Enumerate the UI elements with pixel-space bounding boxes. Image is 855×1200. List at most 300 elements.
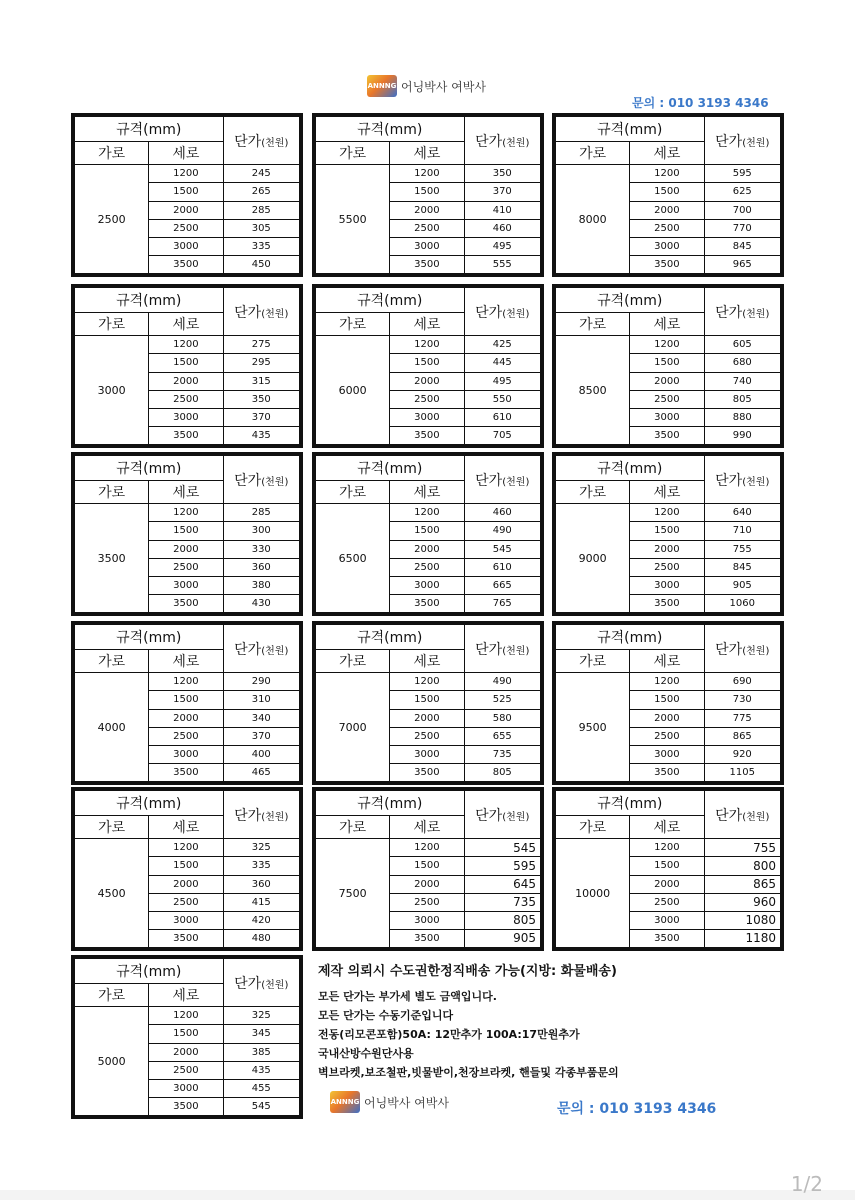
- price-grid: [74, 624, 300, 782]
- price-unit: (천원): [261, 979, 289, 991]
- spec-header: 규격(mm): [316, 625, 465, 650]
- price-value: 865: [704, 875, 781, 893]
- price-table: [312, 621, 544, 785]
- price-grid: [315, 116, 541, 274]
- price-value: 350: [464, 165, 541, 183]
- price-value: 1080: [704, 911, 781, 929]
- height-value: 1500: [149, 1025, 223, 1043]
- price-value: 775: [704, 709, 781, 727]
- width-value: 6500: [316, 504, 390, 613]
- height-header: 세로: [149, 984, 223, 1007]
- price-value: 435: [223, 1061, 300, 1079]
- price-value: 610: [464, 558, 541, 576]
- height-value: 1200: [630, 165, 704, 183]
- height-value: 2500: [149, 727, 223, 745]
- price-value: 645: [464, 875, 541, 893]
- width-value: 2500: [75, 165, 149, 274]
- price-value: 445: [464, 354, 541, 372]
- width-value: 8500: [556, 336, 630, 445]
- height-value: 2000: [149, 372, 223, 390]
- table-row: [556, 165, 781, 183]
- price-value: 275: [223, 336, 300, 354]
- price-value: 605: [704, 336, 781, 354]
- price-value: 755: [704, 839, 781, 857]
- height-value: 3000: [390, 911, 464, 929]
- width-value: 7000: [316, 673, 390, 782]
- price-value: 490: [464, 522, 541, 540]
- price-value: 665: [464, 576, 541, 594]
- height-value: 1200: [149, 165, 223, 183]
- price-value: 555: [464, 255, 541, 273]
- height-value: 1500: [630, 691, 704, 709]
- price-table: [71, 284, 303, 448]
- width-value: 9000: [556, 504, 630, 613]
- price-value: 965: [704, 255, 781, 273]
- price-value: 385: [223, 1043, 300, 1061]
- price-value: 465: [223, 763, 300, 781]
- width-header: 가로: [556, 142, 630, 165]
- table-row: [316, 504, 541, 522]
- height-value: 3500: [390, 594, 464, 612]
- height-header: 세로: [149, 313, 223, 336]
- price-unit: (천원): [502, 811, 530, 823]
- price-unit: (천원): [261, 476, 289, 488]
- price-label: 단가: [234, 133, 262, 150]
- height-value: 3500: [149, 426, 223, 444]
- table-row: [556, 336, 781, 354]
- width-header: 가로: [75, 650, 149, 673]
- price-label: 단가: [475, 472, 503, 489]
- price-value: 450: [223, 255, 300, 273]
- table-row: [316, 839, 541, 857]
- height-value: 1200: [630, 504, 704, 522]
- height-value: 2500: [630, 893, 704, 911]
- height-value: 1500: [390, 522, 464, 540]
- width-header: 가로: [556, 313, 630, 336]
- price-label: 단가: [475, 641, 503, 658]
- price-table: [71, 452, 303, 616]
- price-value: 880: [704, 408, 781, 426]
- height-value: 1200: [630, 336, 704, 354]
- price-value: 740: [704, 372, 781, 390]
- price-value: 595: [464, 857, 541, 875]
- height-header: 세로: [149, 816, 223, 839]
- price-value: 735: [464, 745, 541, 763]
- width-header: 가로: [556, 481, 630, 504]
- price-value: 705: [464, 426, 541, 444]
- width-header: 가로: [316, 142, 390, 165]
- height-value: 1500: [149, 857, 223, 875]
- price-header: [464, 288, 541, 336]
- height-value: 1500: [149, 354, 223, 372]
- price-value: 325: [223, 839, 300, 857]
- height-value: 2000: [630, 709, 704, 727]
- note-manual: 모든 단가는 수동기준입니다: [318, 1009, 454, 1022]
- price-label: 단가: [475, 133, 503, 150]
- height-value: 1500: [390, 354, 464, 372]
- price-header: [704, 288, 781, 336]
- price-value: 435: [223, 426, 300, 444]
- table-row: [75, 165, 300, 183]
- width-value: 9500: [556, 673, 630, 782]
- height-value: 3500: [630, 255, 704, 273]
- height-value: 1500: [390, 691, 464, 709]
- height-value: 3000: [149, 1079, 223, 1097]
- price-value: 425: [464, 336, 541, 354]
- table-row: [316, 336, 541, 354]
- price-grid: [74, 958, 300, 1116]
- price-header: [464, 625, 541, 673]
- width-value: 5500: [316, 165, 390, 274]
- width-value: 10000: [556, 839, 630, 948]
- price-grid: [74, 287, 300, 445]
- price-value: 285: [223, 504, 300, 522]
- price-value: 330: [223, 540, 300, 558]
- price-header: [223, 625, 300, 673]
- height-value: 2500: [630, 219, 704, 237]
- price-grid: [555, 455, 781, 613]
- height-value: 1200: [149, 673, 223, 691]
- price-grid: [74, 455, 300, 613]
- price-table: [71, 621, 303, 785]
- price-value: 770: [704, 219, 781, 237]
- table-row: [75, 336, 300, 354]
- height-value: 3000: [149, 576, 223, 594]
- price-value: 625: [704, 183, 781, 201]
- height-value: 2500: [149, 893, 223, 911]
- price-grid: [555, 790, 781, 948]
- price-value: 865: [704, 727, 781, 745]
- price-label: 단가: [234, 807, 262, 824]
- price-value: 545: [223, 1097, 300, 1115]
- height-value: 2000: [390, 540, 464, 558]
- price-value: 430: [223, 594, 300, 612]
- price-value: 805: [464, 763, 541, 781]
- price-label: 단가: [234, 472, 262, 489]
- price-value: 370: [464, 183, 541, 201]
- spec-header: 규격(mm): [75, 791, 224, 816]
- price-label: 단가: [475, 304, 503, 321]
- price-value: 245: [223, 165, 300, 183]
- width-header: 가로: [556, 650, 630, 673]
- price-grid: [74, 790, 300, 948]
- price-value: 640: [704, 504, 781, 522]
- height-value: 1200: [149, 839, 223, 857]
- price-header: [704, 456, 781, 504]
- height-value: 2500: [630, 558, 704, 576]
- note-fabric: 국내산방수원단사용: [318, 1047, 414, 1060]
- price-unit: (천원): [261, 137, 289, 149]
- price-value: 415: [223, 893, 300, 911]
- price-label: 단가: [234, 641, 262, 658]
- price-value: 350: [223, 390, 300, 408]
- height-value: 1200: [390, 839, 464, 857]
- price-value: 360: [223, 875, 300, 893]
- price-value: 550: [464, 390, 541, 408]
- height-value: 2500: [390, 893, 464, 911]
- price-unit: (천원): [742, 645, 770, 657]
- height-value: 3000: [390, 745, 464, 763]
- height-header: 세로: [390, 142, 464, 165]
- height-value: 3500: [149, 255, 223, 273]
- height-value: 2500: [630, 390, 704, 408]
- contact-phone: 문의 : 010 3193 4346: [632, 96, 769, 110]
- height-value: 1200: [630, 673, 704, 691]
- height-value: 1500: [390, 183, 464, 201]
- height-value: 2500: [149, 558, 223, 576]
- width-header: 가로: [316, 313, 390, 336]
- price-value: 340: [223, 709, 300, 727]
- price-value: 315: [223, 372, 300, 390]
- width-header: 가로: [316, 650, 390, 673]
- price-grid: [74, 116, 300, 274]
- height-value: 1500: [149, 691, 223, 709]
- table-row: [75, 1007, 300, 1025]
- height-value: 2500: [149, 1061, 223, 1079]
- price-unit: (천원): [742, 476, 770, 488]
- price-value: 325: [223, 1007, 300, 1025]
- height-value: 2000: [390, 201, 464, 219]
- spec-header: 규격(mm): [316, 288, 465, 313]
- price-value: 735: [464, 893, 541, 911]
- price-table: [71, 787, 303, 951]
- table-row: [75, 673, 300, 691]
- height-header: 세로: [149, 142, 223, 165]
- spec-header: 규격(mm): [75, 959, 224, 984]
- height-value: 2000: [630, 875, 704, 893]
- height-value: 3000: [390, 576, 464, 594]
- height-value: 3000: [630, 408, 704, 426]
- price-header: [223, 117, 300, 165]
- price-value: 305: [223, 219, 300, 237]
- price-grid: [315, 624, 541, 782]
- width-header: 가로: [75, 142, 149, 165]
- price-label: 단가: [715, 641, 743, 658]
- height-value: 1200: [149, 336, 223, 354]
- spec-header: 규격(mm): [316, 791, 465, 816]
- height-value: 2000: [630, 201, 704, 219]
- width-value: 3000: [75, 336, 149, 445]
- table-row: [556, 673, 781, 691]
- height-header: 세로: [630, 816, 704, 839]
- spec-header: 규격(mm): [75, 117, 224, 142]
- height-value: 2500: [149, 390, 223, 408]
- width-header: 가로: [316, 481, 390, 504]
- price-header: [223, 288, 300, 336]
- price-value: 680: [704, 354, 781, 372]
- price-value: 920: [704, 745, 781, 763]
- price-value: 400: [223, 745, 300, 763]
- price-value: 460: [464, 504, 541, 522]
- price-value: 335: [223, 237, 300, 255]
- note-vat: 모든 단가는 부가세 별도 금액입니다.: [318, 990, 497, 1003]
- price-value: 300: [223, 522, 300, 540]
- footer-logo: [330, 1091, 449, 1113]
- price-value: 1180: [704, 929, 781, 947]
- price-header: [223, 456, 300, 504]
- height-value: 3000: [630, 237, 704, 255]
- price-table: [312, 284, 544, 448]
- price-value: 265: [223, 183, 300, 201]
- height-value: 1500: [149, 183, 223, 201]
- height-value: 3000: [630, 576, 704, 594]
- price-value: 360: [223, 558, 300, 576]
- note-delivery: 제작 의뢰시 수도권한정직배송 가능(지방: 화물배송): [318, 964, 617, 979]
- price-value: 295: [223, 354, 300, 372]
- price-value: 335: [223, 857, 300, 875]
- width-value: 5000: [75, 1007, 149, 1116]
- price-value: 730: [704, 691, 781, 709]
- spec-header: 규격(mm): [556, 117, 705, 142]
- width-value: 3500: [75, 504, 149, 613]
- price-value: 545: [464, 839, 541, 857]
- width-header: 가로: [316, 816, 390, 839]
- height-value: 3500: [149, 929, 223, 947]
- note-electric: 전동(리모콘포함)50A: 12만추가 100A:17만원추가: [318, 1028, 580, 1041]
- height-value: 3000: [149, 911, 223, 929]
- price-value: 420: [223, 911, 300, 929]
- spec-header: 규격(mm): [75, 288, 224, 313]
- price-value: 290: [223, 673, 300, 691]
- table-row: [556, 839, 781, 857]
- price-table: [312, 113, 544, 277]
- price-table: [552, 787, 784, 951]
- spec-header: 규격(mm): [316, 117, 465, 142]
- height-value: 2000: [390, 875, 464, 893]
- price-value: 545: [464, 540, 541, 558]
- price-table: [552, 621, 784, 785]
- price-value: 480: [223, 929, 300, 947]
- price-value: 455: [223, 1079, 300, 1097]
- price-unit: (천원): [742, 308, 770, 320]
- price-value: 610: [464, 408, 541, 426]
- height-value: 3500: [390, 426, 464, 444]
- price-value: 490: [464, 673, 541, 691]
- price-table: [552, 452, 784, 616]
- price-header: [223, 959, 300, 1007]
- height-value: 3500: [149, 1097, 223, 1115]
- spec-header: 규격(mm): [75, 456, 224, 481]
- spec-header: 규격(mm): [556, 288, 705, 313]
- price-value: 655: [464, 727, 541, 745]
- price-unit: (천원): [502, 308, 530, 320]
- height-value: 2500: [390, 558, 464, 576]
- spec-header: 규격(mm): [556, 625, 705, 650]
- price-header: [223, 791, 300, 839]
- price-grid: [315, 455, 541, 613]
- height-value: 2000: [149, 1043, 223, 1061]
- price-table: [71, 955, 303, 1119]
- spec-header: 규격(mm): [316, 456, 465, 481]
- price-value: 765: [464, 594, 541, 612]
- width-value: 8000: [556, 165, 630, 274]
- price-unit: (천원): [742, 811, 770, 823]
- width-header: 가로: [75, 984, 149, 1007]
- price-label: 단가: [715, 133, 743, 150]
- footer-badge-icon: ANNNG: [330, 1091, 360, 1113]
- price-header: [464, 791, 541, 839]
- width-header: 가로: [75, 816, 149, 839]
- height-value: 1200: [149, 504, 223, 522]
- price-grid: [315, 287, 541, 445]
- table-row: [556, 504, 781, 522]
- price-value: 700: [704, 201, 781, 219]
- price-value: 905: [704, 576, 781, 594]
- price-value: 1060: [704, 594, 781, 612]
- price-unit: (천원): [261, 645, 289, 657]
- price-value: 370: [223, 727, 300, 745]
- price-header: [704, 625, 781, 673]
- height-value: 3000: [149, 237, 223, 255]
- height-value: 3000: [390, 237, 464, 255]
- price-grid: [555, 624, 781, 782]
- price-value: 905: [464, 929, 541, 947]
- price-value: 1105: [704, 763, 781, 781]
- price-label: 단가: [715, 472, 743, 489]
- width-value: 4000: [75, 673, 149, 782]
- price-value: 960: [704, 893, 781, 911]
- height-value: 1200: [390, 673, 464, 691]
- price-label: 단가: [475, 807, 503, 824]
- height-value: 1500: [630, 857, 704, 875]
- width-header: 가로: [75, 481, 149, 504]
- width-value: 4500: [75, 839, 149, 948]
- price-header: [464, 117, 541, 165]
- price-unit: (천원): [502, 137, 530, 149]
- height-value: 3000: [390, 408, 464, 426]
- height-value: 3500: [630, 763, 704, 781]
- width-value: 7500: [316, 839, 390, 948]
- height-value: 2500: [390, 390, 464, 408]
- height-value: 1500: [630, 183, 704, 201]
- price-value: 380: [223, 576, 300, 594]
- price-unit: (천원): [502, 476, 530, 488]
- price-label: 단가: [234, 975, 262, 992]
- height-header: 세로: [390, 481, 464, 504]
- height-value: 1500: [630, 522, 704, 540]
- price-unit: (천원): [502, 645, 530, 657]
- price-unit: (천원): [261, 811, 289, 823]
- spec-header: 규격(mm): [556, 791, 705, 816]
- height-value: 2000: [149, 875, 223, 893]
- price-header: [704, 117, 781, 165]
- price-value: 845: [704, 237, 781, 255]
- height-value: 2000: [390, 709, 464, 727]
- height-value: 1200: [630, 839, 704, 857]
- height-value: 3500: [390, 763, 464, 781]
- price-value: 345: [223, 1025, 300, 1043]
- spec-header: 규격(mm): [556, 456, 705, 481]
- price-grid: [555, 287, 781, 445]
- height-value: 1500: [390, 857, 464, 875]
- height-value: 3500: [630, 426, 704, 444]
- height-value: 3500: [390, 929, 464, 947]
- price-table: [312, 452, 544, 616]
- height-header: 세로: [390, 313, 464, 336]
- height-value: 3000: [149, 745, 223, 763]
- price-table: [552, 284, 784, 448]
- height-value: 1200: [390, 336, 464, 354]
- price-value: 990: [704, 426, 781, 444]
- page-indicator: 1/2: [790, 1172, 823, 1196]
- price-label: 단가: [715, 807, 743, 824]
- height-header: 세로: [390, 816, 464, 839]
- price-grid: [555, 116, 781, 274]
- height-value: 2500: [390, 727, 464, 745]
- note-parts: 벽브라켓,보조철판,빗물받이,천장브라켓, 핸들및 각종부품문의: [318, 1066, 619, 1079]
- price-value: 495: [464, 372, 541, 390]
- height-value: 1200: [390, 504, 464, 522]
